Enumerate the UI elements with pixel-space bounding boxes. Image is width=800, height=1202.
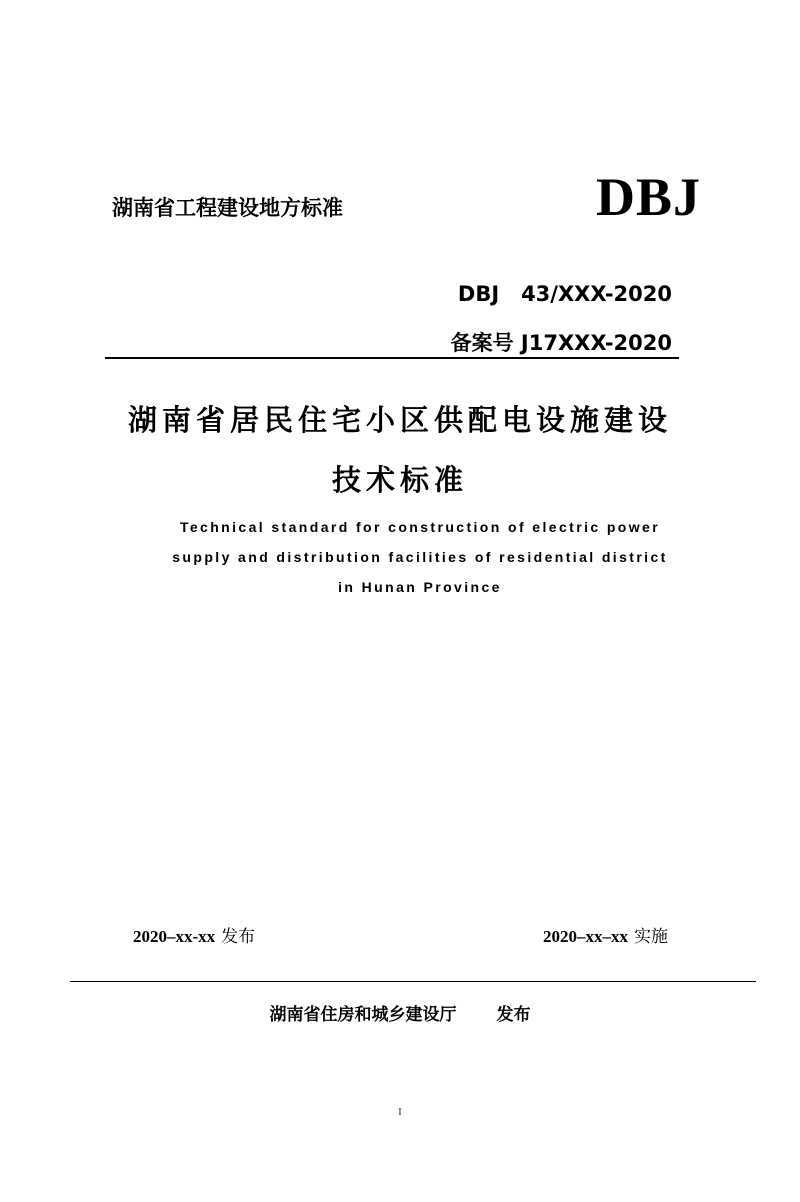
english-title-line-2: supply and distribution facilities of residential district xyxy=(172,549,668,565)
issuer-row xyxy=(0,1000,800,1025)
publish-date-row xyxy=(133,922,255,947)
english-title-line-3: in Hunan Province xyxy=(338,579,502,595)
english-title-line-1: Technical standard for construction of electric power xyxy=(179,519,661,535)
issuer-name: 湖南省住房和城乡建设厅 xyxy=(269,1005,457,1025)
document-title-line-2: 技术标准 xyxy=(331,463,468,497)
record-number: 备案号 J17XXX-2020 xyxy=(450,331,672,355)
effective-date-row xyxy=(543,922,668,947)
page-number: I xyxy=(398,1106,402,1118)
english-title xyxy=(100,512,740,602)
standard-code: DBJ 43/XXX-2020 xyxy=(457,282,672,306)
document-title-line-1: 湖南省居民住宅小区供配电设施建设 xyxy=(127,403,672,437)
header-divider xyxy=(105,357,679,359)
issuer-action: 发布 xyxy=(496,1005,531,1025)
standard-series-label: 湖南省工程建设地方标准 xyxy=(112,196,343,220)
effective-date: 2020–xx–xx xyxy=(543,927,628,946)
publish-label: 发布 xyxy=(221,927,256,947)
publish-date: 2020–xx-xx xyxy=(133,927,216,946)
footer-divider xyxy=(70,981,756,982)
effective-label: 实施 xyxy=(634,927,668,947)
dbj-mark: DBJ xyxy=(596,167,702,227)
